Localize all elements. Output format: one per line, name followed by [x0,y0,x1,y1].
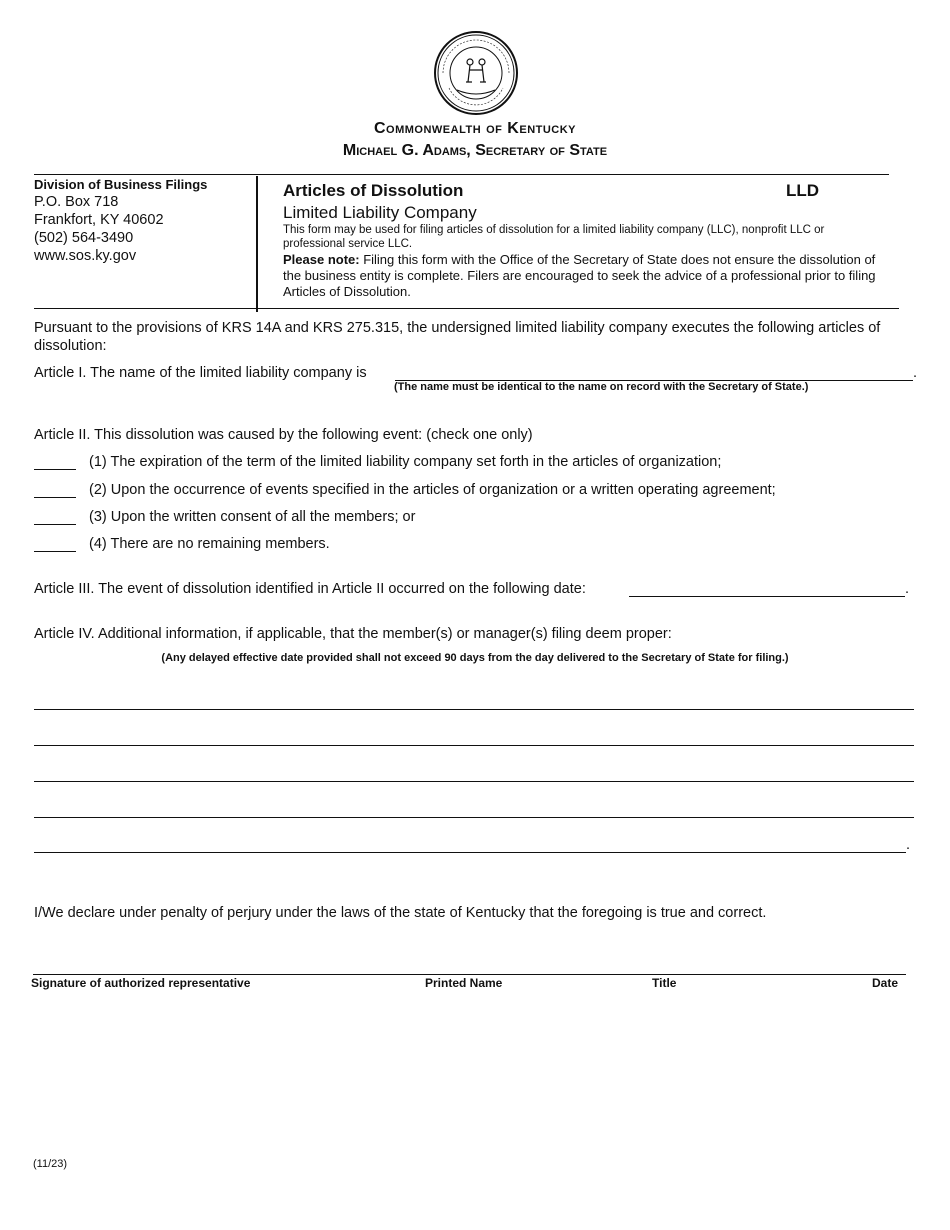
dissolution-date-field[interactable] [629,596,905,597]
header-secretary: Michael G. Adams, Secretary of State [342,142,608,159]
article-1-label: Article I. The name of the limited liability company is [34,365,367,381]
kentucky-seal-icon [433,30,519,116]
note-label: Please note: [283,252,360,267]
additional-info-line[interactable] [34,781,914,782]
option-2-checkbox[interactable] [34,497,76,498]
intro-text: Pursuant to the provisions of KRS 14A and KRS 275.315, the undersigned limited liability company executes the following articles of dissolution: [34,320,881,354]
form-subtitle: Limited Liability Company [283,203,477,222]
option-4-text: (4) There are no remaining members. [89,536,330,552]
declaration-text: I/We declare under penalty of perjury under the laws of the state of Kentucky that the foregoing is true and correct. [34,905,767,921]
note-text: Filing this form with the Office of the Secretary of State does not ensure the dissolution of the business entity is complete. Filers are encouraged to seek the advice of a professional prior to filing Articles of Dissolution. [283,252,876,299]
article-1-hint: (The name must be identical to the name on record with the Secretary of State.) [394,381,809,393]
article-3-label: Article III. The event of dissolution identified in Article II occurred on the following date: [34,581,586,597]
additional-info-line[interactable] [34,817,914,818]
date-label: Date [872,976,899,990]
printed-name-label: Printed Name [425,976,503,990]
period: . [905,581,910,597]
header-commonwealth: Commonwealth of Kentucky [373,120,577,137]
address-line: (502) 564-3490 [34,230,134,246]
article-2-label: Article II. This dissolution was caused by the following event: (check one only) [34,427,533,443]
option-3-checkbox[interactable] [34,524,76,525]
option-3-text: (3) Upon the written consent of all the members; or [89,509,416,525]
website-link[interactable]: www.sos.ky.gov [34,248,137,264]
option-1-text: (1) The expiration of the term of the limited liability company set forth in the articles of organization; [89,454,722,470]
signature-label: Signature of authorized representative [31,976,251,990]
additional-info-line[interactable] [34,852,906,853]
title-label: Title [652,976,677,990]
header-divider [34,174,889,175]
form-note [283,252,883,300]
address-line: Frankfort, KY 40602 [34,212,164,228]
article-4-hint: (Any delayed effective date provided shall not exceed 90 days from the day delivered to the Secretary of State for filing.) [161,652,789,664]
right-block-divider [258,308,899,309]
signature-line[interactable] [33,974,906,975]
option-1-checkbox[interactable] [34,469,76,470]
vertical-divider [256,176,258,312]
option-4-checkbox[interactable] [34,551,76,552]
form-title: Articles of Dissolution [283,181,464,200]
additional-info-line[interactable] [34,745,914,746]
option-2-text: (2) Upon the occurrence of events specified in the articles of organization or a written operating agreement; [89,482,776,498]
form-description: This form may be used for filing articles of dissolution for a limited liability company (LLC), nonprofit LLC or professional service LLC. [283,224,825,250]
address-line: P.O. Box 718 [34,194,119,210]
additional-info-line[interactable] [34,709,914,710]
division-title: Division of Business Filings [34,177,208,192]
period: . [906,837,911,853]
form-code: LLD [786,181,820,200]
revision-code: (11/23) [33,1158,68,1170]
period: . [913,365,918,381]
article-4-label: Article IV. Additional information, if applicable, that the member(s) or manager(s) filing deem proper: [34,626,672,642]
left-block-divider [34,308,256,309]
